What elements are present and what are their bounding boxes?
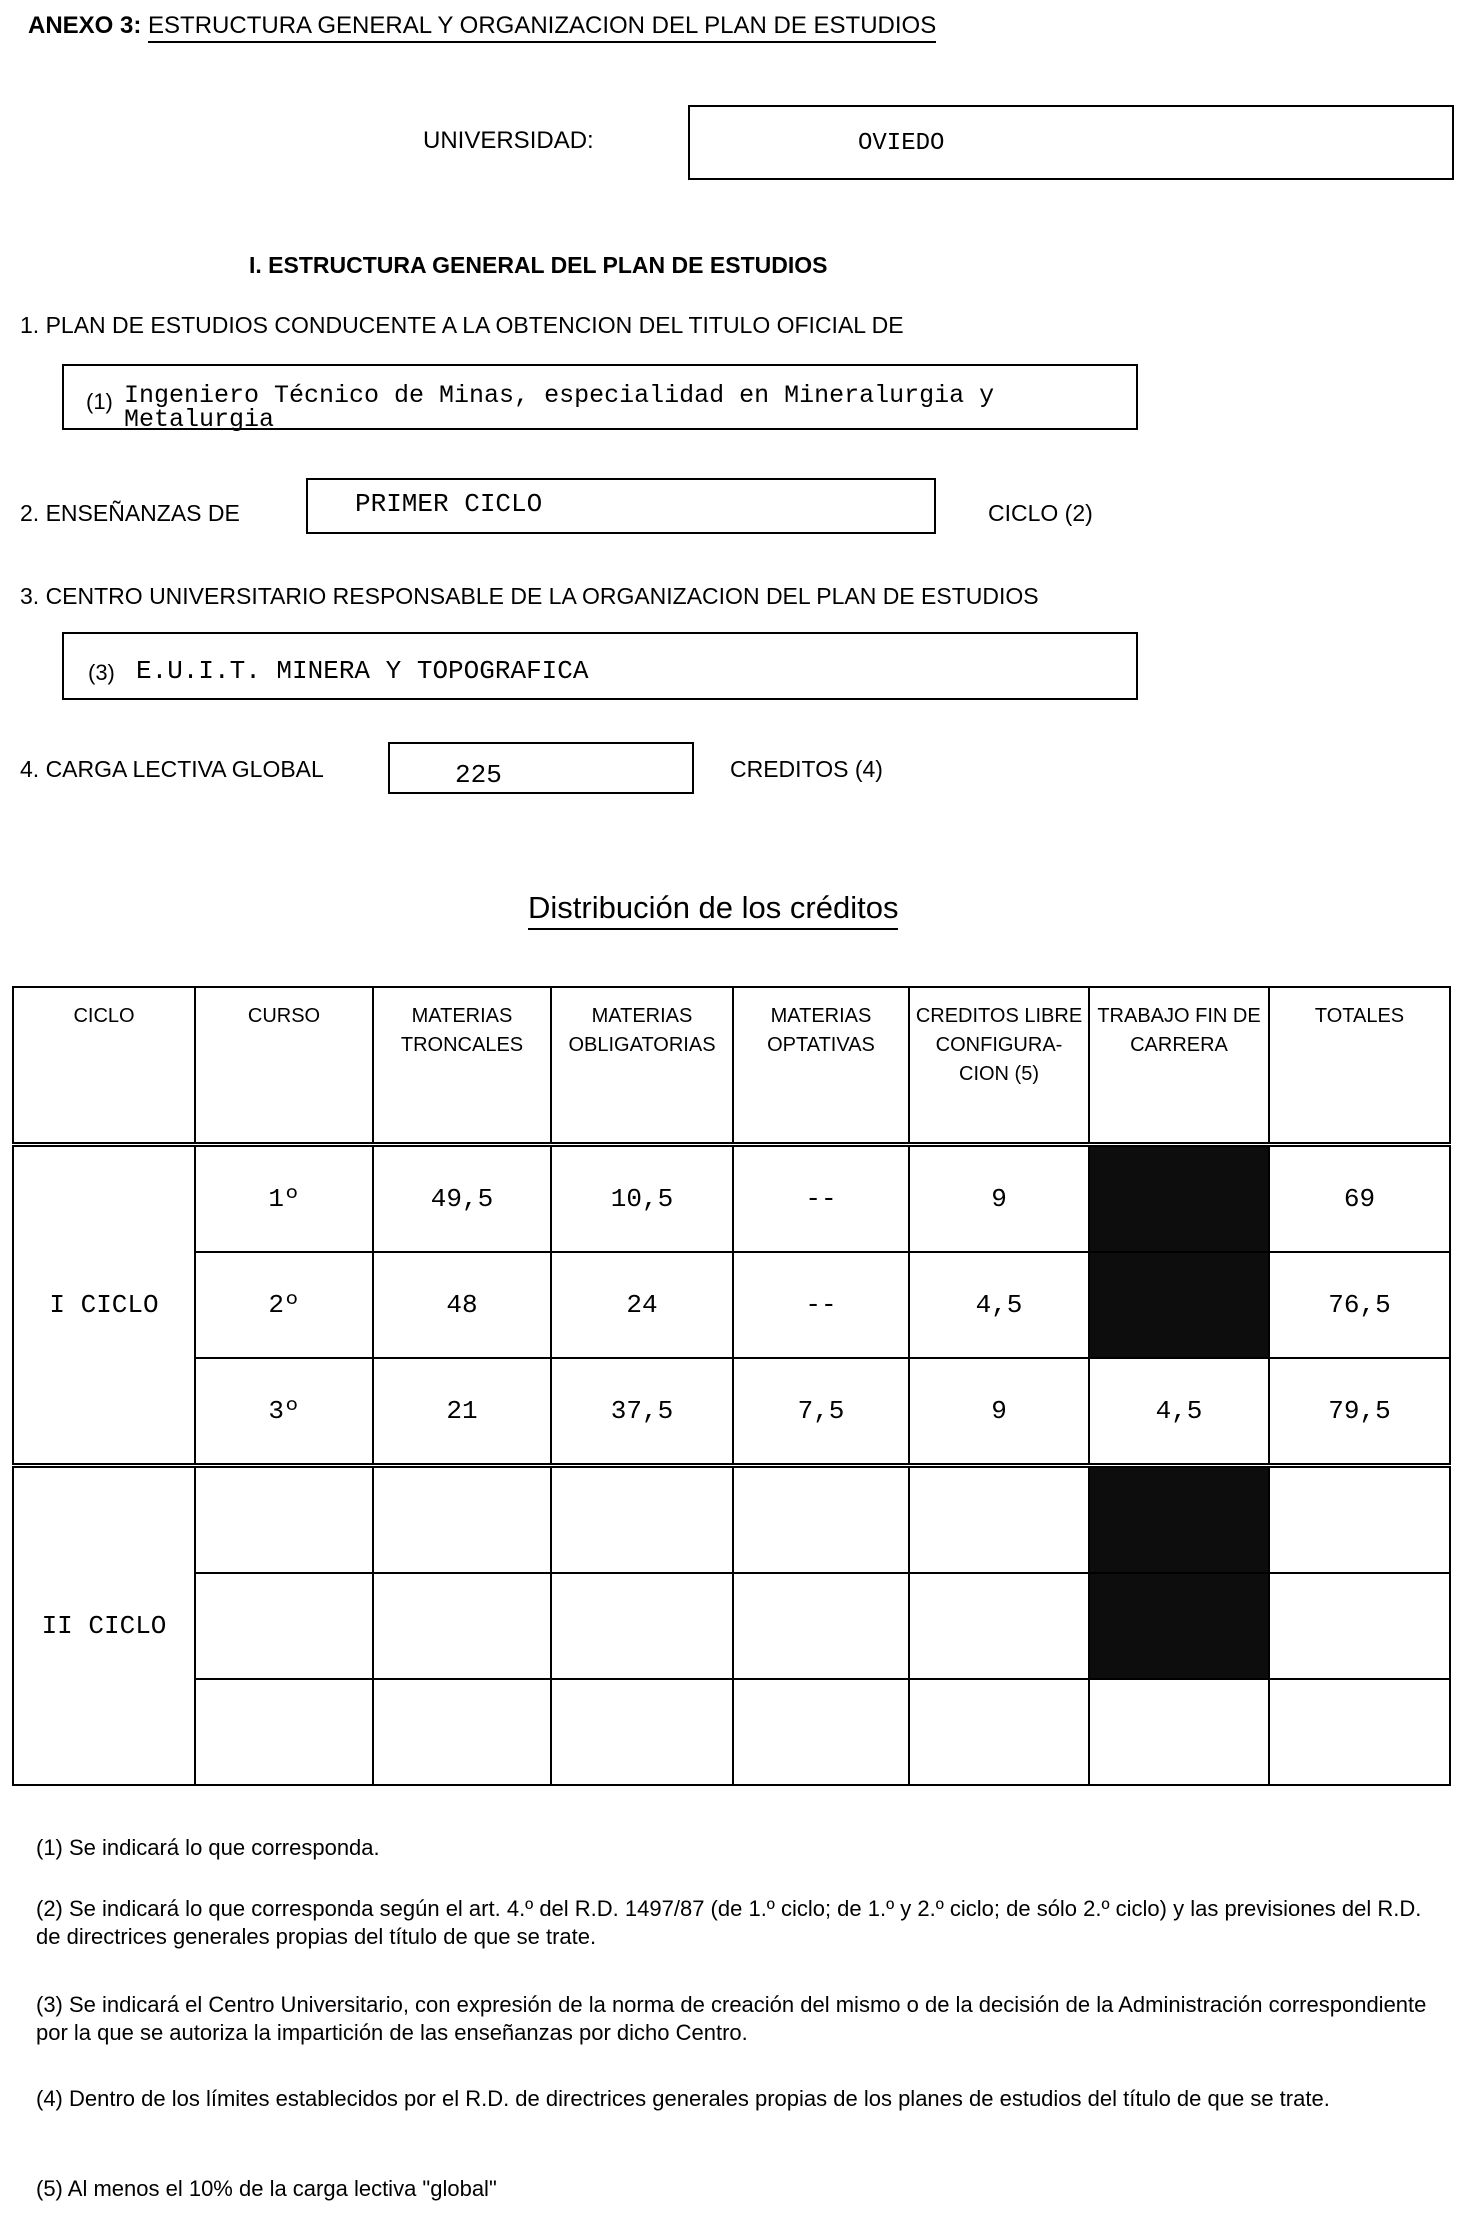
cell-obligatorias: 10,5 [551, 1145, 733, 1253]
cell-troncales [373, 1466, 551, 1574]
cell-libre [909, 1679, 1089, 1785]
column-header-optativas: MATERIAS OPTATIVAS [733, 987, 909, 1145]
cell-obligatorias [551, 1679, 733, 1785]
cell-obligatorias [551, 1573, 733, 1679]
table-row [13, 1573, 1450, 1679]
cell-totales [1269, 1573, 1450, 1679]
credits-table [12, 986, 1451, 1786]
column-header-obligatorias: MATERIAS OBLIGATORIAS [551, 987, 733, 1145]
footnote-5: (5) Al menos el 10% de la carga lectiva "global" [36, 2176, 497, 2201]
footnote-2: (2) Se indicará lo que corresponda según el art. 4.º del R.D. 1497/87 (de 1.º ciclo; de 1.º y 2.º ciclo; de sólo 2.º ciclo) y las previsiones del R.D. de directrices generales propias del título de que se trate. [36, 1896, 1422, 1949]
table-row [13, 1466, 1450, 1574]
cell-trabajo-shaded [1089, 1252, 1269, 1358]
cell-totales [1269, 1466, 1450, 1574]
centro-label: 3. CENTRO UNIVERSITARIO RESPONSABLE DE LA ORGANIZACION DEL PLAN DE ESTUDIOS [20, 583, 1039, 609]
centro-note: (3) [88, 660, 115, 685]
column-header-totales: TOTALES [1269, 987, 1450, 1145]
carga-label: 4. CARGA LECTIVA GLOBAL [20, 756, 324, 782]
table-row [13, 1679, 1450, 1785]
plan-value: Ingeniero Técnico de Minas, especialidad en Mineralurgia y Metalurgia [124, 381, 995, 434]
cell-troncales: 48 [373, 1252, 551, 1358]
table-row [13, 1358, 1450, 1466]
cell-totales [1269, 1679, 1450, 1785]
ensenanzas-label: 2. ENSEÑANZAS DE [20, 500, 240, 526]
cell-troncales: 49,5 [373, 1145, 551, 1253]
cell-curso [195, 1573, 373, 1679]
centro-value: E.U.I.T. MINERA Y TOPOGRAFICA [136, 656, 589, 686]
distribution-title: Distribución de los créditos [528, 890, 898, 930]
plan-label: 1. PLAN DE ESTUDIOS CONDUCENTE A LA OBTENCION DEL TITULO OFICIAL DE [20, 312, 904, 338]
footnote-4: (4) Dentro de los límites establecidos por el R.D. de directrices generales propias de los planes de estudios del título de que se trate. [36, 2086, 1330, 2111]
cell-totales: 69 [1269, 1145, 1450, 1253]
cell-optativas: -- [733, 1145, 909, 1253]
cell-totales: 76,5 [1269, 1252, 1450, 1358]
cell-troncales [373, 1679, 551, 1785]
cell-curso: 1º [195, 1145, 373, 1253]
cell-optativas [733, 1466, 909, 1574]
column-header-libre: CREDITOS LIBRE CONFIGURA- CION (5) [909, 987, 1089, 1145]
footnote-1: (1) Se indicará lo que corresponda. [36, 1835, 380, 1860]
cell-libre [909, 1466, 1089, 1574]
cell-obligatorias: 24 [551, 1252, 733, 1358]
cell-optativas: 7,5 [733, 1358, 909, 1466]
cell-curso: 3º [195, 1358, 373, 1466]
cell-trabajo [1089, 1679, 1269, 1785]
document-header [28, 12, 936, 40]
cell-trabajo: 4,5 [1089, 1358, 1269, 1466]
plan-note: (1) [86, 389, 113, 414]
cell-trabajo-shaded [1089, 1145, 1269, 1253]
cell-troncales [373, 1573, 551, 1679]
ensenanzas-suffix: CICLO (2) [988, 500, 1093, 526]
cell-curso [195, 1679, 373, 1785]
ciclo-label-1: I CICLO [13, 1145, 195, 1466]
cell-curso: 2º [195, 1252, 373, 1358]
university-box [688, 105, 1454, 180]
cell-obligatorias [551, 1466, 733, 1574]
column-header-troncales: MATERIAS TRONCALES [373, 987, 551, 1145]
column-header-trabajo: TRABAJO FIN DE CARRERA [1089, 987, 1269, 1145]
cell-optativas [733, 1573, 909, 1679]
cell-obligatorias: 37,5 [551, 1358, 733, 1466]
footnote-3: (3) Se indicará el Centro Universitario, con expresión de la norma de creación del mismo o de la decisión de la Administración correspondiente por la que se autoriza la impartición de las enseñanzas por dicho Centro. [36, 1992, 1427, 2045]
section-title: I. ESTRUCTURA GENERAL DEL PLAN DE ESTUDIOS [249, 252, 828, 278]
cell-libre: 9 [909, 1145, 1089, 1253]
table-row [13, 1252, 1450, 1358]
cell-trabajo-shaded [1089, 1466, 1269, 1574]
ciclo-label-2: II CICLO [13, 1466, 195, 1786]
cell-totales: 79,5 [1269, 1358, 1450, 1466]
university-value: OVIEDO [858, 130, 945, 157]
column-header-ciclo: CICLO [13, 987, 195, 1145]
carga-value: 225 [455, 760, 502, 790]
table-header-row [13, 987, 1450, 1145]
university-label: UNIVERSIDAD: [423, 127, 594, 154]
cell-optativas [733, 1679, 909, 1785]
column-header-curso: CURSO [195, 987, 373, 1145]
cell-libre: 4,5 [909, 1252, 1089, 1358]
table-row [13, 1145, 1450, 1253]
cell-troncales: 21 [373, 1358, 551, 1466]
ensenanzas-value: PRIMER CICLO [355, 489, 543, 519]
cell-libre [909, 1573, 1089, 1679]
annex-title: ESTRUCTURA GENERAL Y ORGANIZACION DEL PLAN DE ESTUDIOS [148, 12, 936, 43]
cell-optativas: -- [733, 1252, 909, 1358]
cell-trabajo-shaded [1089, 1573, 1269, 1679]
carga-suffix: CREDITOS (4) [730, 756, 883, 782]
annex-number: ANEXO 3: [28, 12, 142, 39]
cell-libre: 9 [909, 1358, 1089, 1466]
carga-box [388, 742, 694, 794]
cell-curso [195, 1466, 373, 1574]
